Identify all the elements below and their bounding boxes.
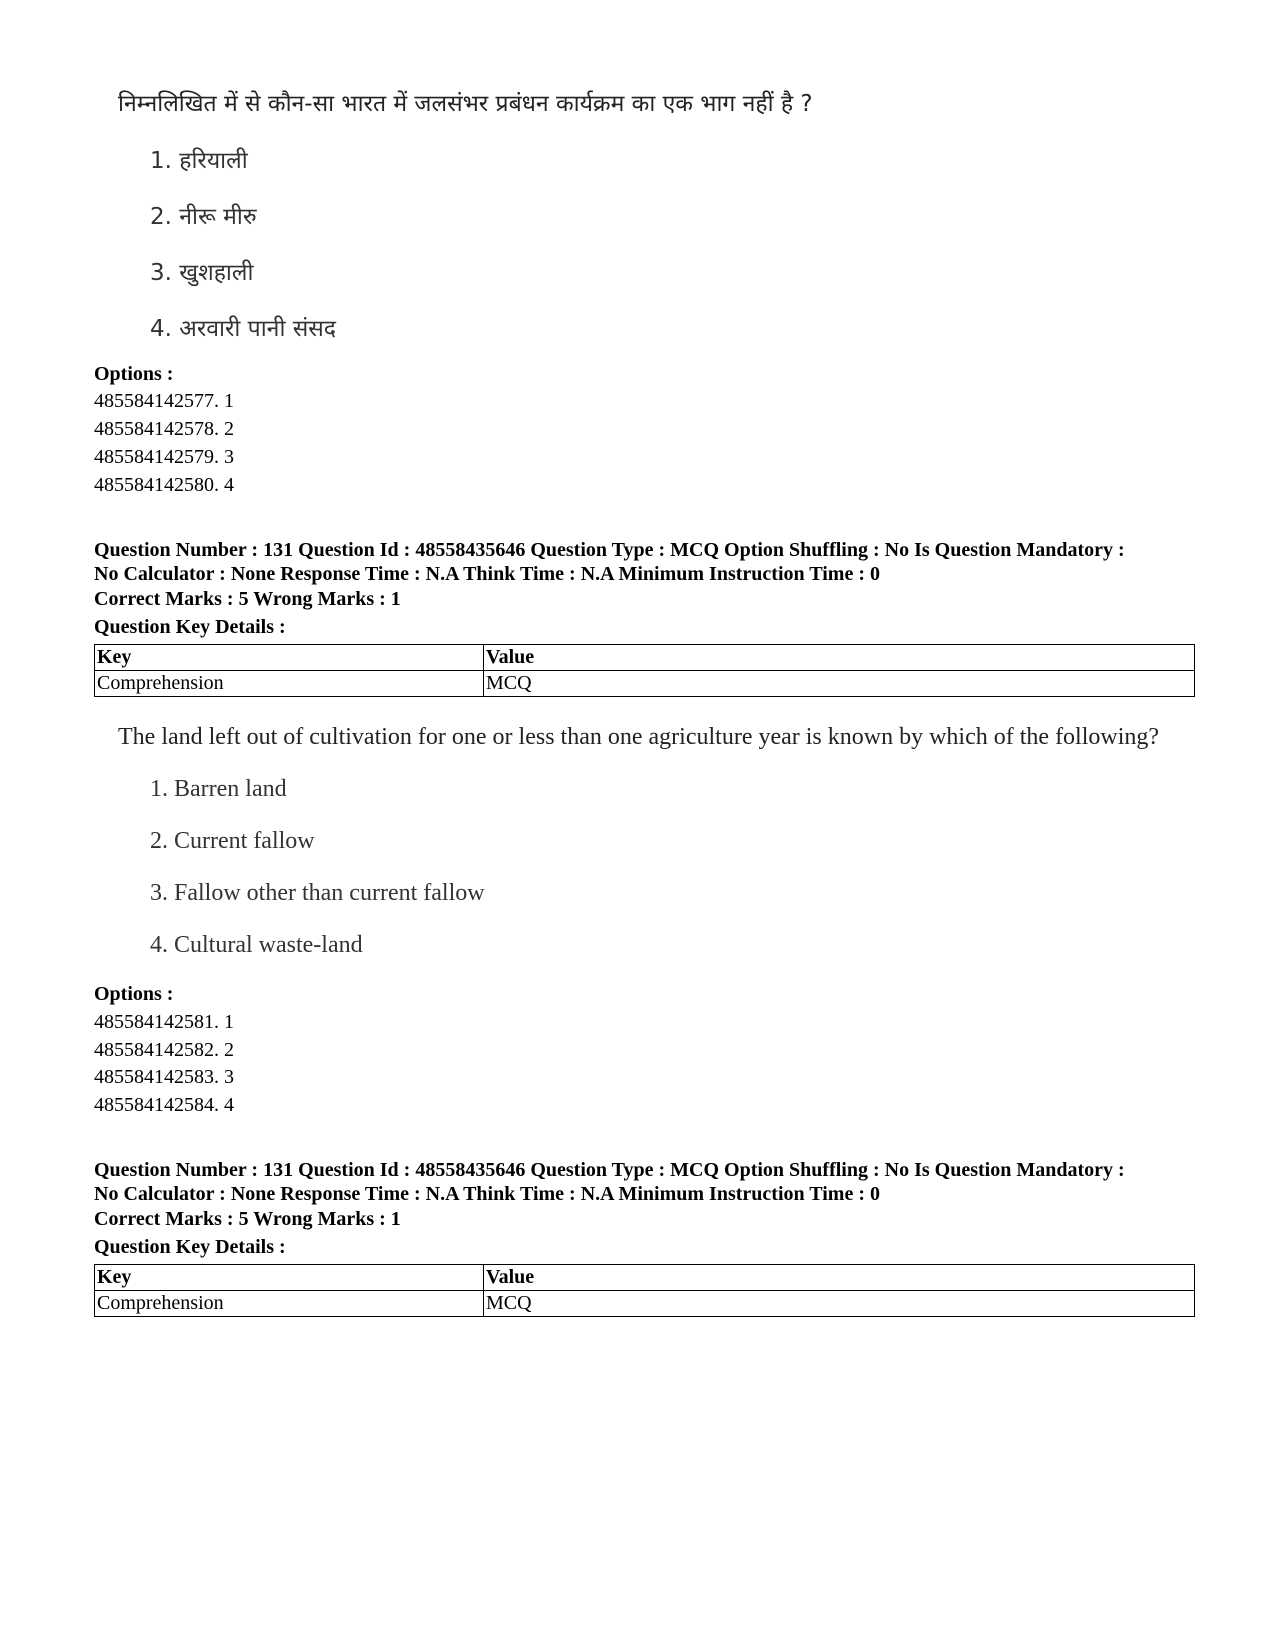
question-1-stem: निम्नलिखित में से कौन-सा भारत में जलसंभर प्रबंधन कार्यक्रम का एक भाग नहीं है ? xyxy=(118,91,813,117)
question-1-choice-2: 2. नीरू मीरु xyxy=(150,204,257,230)
question-2-stem: The land left out of cultivation for one or less than one agriculture year is known by which of the following? xyxy=(118,724,1160,750)
question-key-details-label: Question Key Details : xyxy=(94,1236,286,1258)
table-header-value: Value xyxy=(484,1265,1195,1291)
question-1-option-4: 485584142580. 4 xyxy=(94,474,234,496)
question-2-choice-4: 4. Cultural waste-land xyxy=(150,932,363,958)
question-2-choice-3: 3. Fallow other than current fallow xyxy=(150,880,485,906)
question-meta-line-1: Question Number : 131 Question Id : 48558435646 Question Type : MCQ Option Shuffling : No Is Question Mandatory : xyxy=(94,539,1125,561)
table-header-value: Value xyxy=(484,645,1195,671)
question-1-option-1: 485584142577. 1 xyxy=(94,390,234,412)
question-1-option-2: 485584142578. 2 xyxy=(94,418,234,440)
question-2-option-1: 485584142581. 1 xyxy=(94,1011,234,1033)
table-row xyxy=(95,1291,1195,1317)
question-meta-line-2: No Calculator : None Response Time : N.A Think Time : N.A Minimum Instruction Time : 0 xyxy=(94,563,880,585)
table-cell-key: Comprehension xyxy=(95,671,484,697)
table-header-row xyxy=(95,1265,1195,1291)
table-cell-value: MCQ xyxy=(484,671,1195,697)
correct-wrong-marks: Correct Marks : 5 Wrong Marks : 1 xyxy=(94,1208,401,1230)
question-2-choice-1: 1. Barren land xyxy=(150,776,287,802)
question-meta-2 xyxy=(94,1158,1194,1206)
question-key-table xyxy=(94,644,1195,697)
question-meta-line-1: Question Number : 131 Question Id : 48558435646 Question Type : MCQ Option Shuffling : No Is Question Mandatory : xyxy=(94,1159,1125,1181)
question-key-details-label: Question Key Details : xyxy=(94,616,286,638)
table-header-row xyxy=(95,645,1195,671)
question-2-option-4: 485584142584. 4 xyxy=(94,1094,234,1116)
table-header-key: Key xyxy=(95,645,484,671)
correct-wrong-marks: Correct Marks : 5 Wrong Marks : 1 xyxy=(94,588,401,610)
question-2-options-label: Options : xyxy=(94,983,174,1005)
question-1-choice-4: 4. अरवारी पानी संसद xyxy=(150,316,337,342)
question-1-choice-1: 1. हरियाली xyxy=(150,148,248,174)
question-1-option-3: 485584142579. 3 xyxy=(94,446,234,468)
question-key-table xyxy=(94,1264,1195,1317)
table-header-key: Key xyxy=(95,1265,484,1291)
question-1-choice-3: 3. खुशहाली xyxy=(150,260,254,286)
question-meta-line-2: No Calculator : None Response Time : N.A Think Time : N.A Minimum Instruction Time : 0 xyxy=(94,1183,880,1205)
question-2-choice-2: 2. Current fallow xyxy=(150,828,315,854)
table-row xyxy=(95,671,1195,697)
question-meta-1 xyxy=(94,538,1194,586)
table-cell-value: MCQ xyxy=(484,1291,1195,1317)
question-2-option-3: 485584142583. 3 xyxy=(94,1066,234,1088)
question-2-option-2: 485584142582. 2 xyxy=(94,1039,234,1061)
question-1-options-label: Options : xyxy=(94,363,174,385)
table-cell-key: Comprehension xyxy=(95,1291,484,1317)
